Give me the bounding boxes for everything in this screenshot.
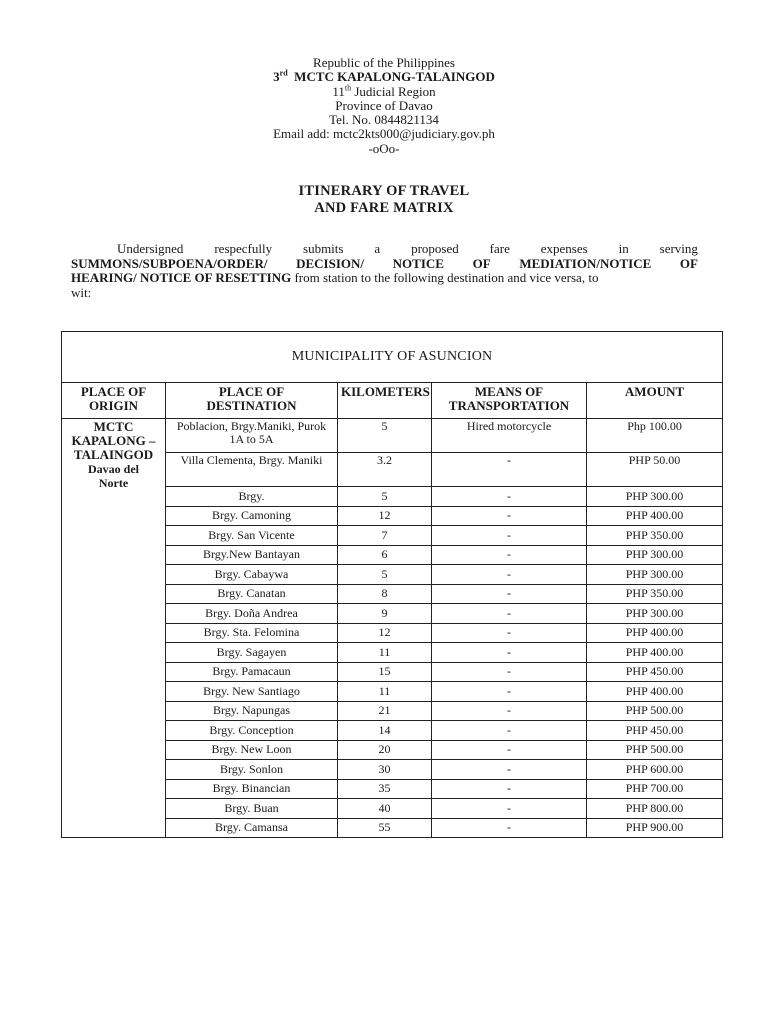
region-line — [0, 85, 768, 99]
intro-line-3-bold: HEARING/ NOTICE OF RESETTING — [71, 270, 292, 285]
means-cell: - — [432, 604, 587, 624]
origin-line: MCTC — [93, 419, 134, 434]
intro-line-4: wit: — [71, 284, 92, 300]
means-cell: - — [432, 623, 587, 643]
amount-cell: PHP 300.00 — [587, 487, 723, 507]
destination-cell: Brgy. Sonlon — [166, 760, 338, 780]
kilometers-cell: 8 — [338, 584, 432, 604]
amount-cell: PHP 350.00 — [587, 526, 723, 546]
destination-cell: Brgy. Conception — [166, 721, 338, 741]
court-ordinal: 3 — [273, 69, 280, 85]
amount-cell: PHP 300.00 — [587, 565, 723, 585]
email-line: Email add: mctc2kts000@judiciary.gov.ph — [273, 126, 495, 142]
kilometers-cell: 11 — [338, 682, 432, 702]
destination-cell: Brgy. Sta. Felomina — [166, 623, 338, 643]
court-name: MCTC KAPALONG-TALAINGOD — [294, 69, 495, 85]
intro-line-3-rest: from station to the following destination and vice versa, to — [291, 270, 599, 285]
region-number: 11 — [332, 83, 345, 99]
title-line-2: AND FARE MATRIX — [314, 200, 454, 216]
court-name-line — [0, 70, 768, 84]
means-cell: - — [432, 584, 587, 604]
document-title — [0, 183, 768, 217]
court-ordinal-suffix: rd — [279, 68, 288, 78]
intro-word: NOTICE — [392, 255, 444, 271]
kilometers-cell: 7 — [338, 526, 432, 546]
destination-cell: Brgy. Pamacaun — [166, 662, 338, 682]
intro-word: OF — [679, 255, 698, 271]
header-means: MEANS OF TRANSPORTATION — [432, 383, 587, 419]
intro-word: Undersigned — [117, 241, 184, 256]
kilometers-cell: 12 — [338, 623, 432, 643]
kilometers-cell: 5 — [338, 419, 432, 453]
means-cell: - — [432, 545, 587, 565]
intro-word: in — [618, 241, 629, 256]
letterhead — [0, 56, 768, 156]
destination-cell: Brgy. Cabaywa — [166, 565, 338, 585]
means-cell: - — [432, 565, 587, 585]
destination-cell: Poblacion, Brgy.Maniki, Purok 1A to 5A — [166, 419, 338, 453]
destination-cell: Brgy. Binancian — [166, 779, 338, 799]
amount-cell: PHP 600.00 — [587, 760, 723, 780]
amount-cell: PHP 900.00 — [587, 818, 723, 838]
kilometers-cell: 5 — [338, 565, 432, 585]
destination-cell: Brgy. Napungas — [166, 701, 338, 721]
intro-word: fare — [489, 241, 510, 256]
municipality-heading: MUNICIPALITY OF ASUNCION — [62, 332, 723, 383]
means-cell: - — [432, 453, 587, 487]
means-cell: - — [432, 643, 587, 663]
intro-word: a — [374, 241, 381, 256]
intro-word: OF — [472, 255, 491, 271]
destination-cell: Brgy. San Vicente — [166, 526, 338, 546]
destination-cell: Brgy. New Loon — [166, 740, 338, 760]
amount-cell: PHP 400.00 — [587, 623, 723, 643]
means-cell: - — [432, 682, 587, 702]
intro-word: SUMMONS/SUBPOENA/ORDER/ — [71, 255, 268, 271]
amount-cell: PHP 500.00 — [587, 701, 723, 721]
intro-line-3 — [71, 271, 698, 286]
kilometers-cell: 9 — [338, 604, 432, 624]
fare-matrix-table — [61, 331, 723, 838]
kilometers-cell: 3.2 — [338, 453, 432, 487]
means-cell: - — [432, 662, 587, 682]
republic-line: Republic of the Philippines — [313, 55, 455, 70]
amount-cell: PHP 800.00 — [587, 799, 723, 819]
intro-paragraph — [71, 242, 698, 300]
means-cell: - — [432, 799, 587, 819]
kilometers-cell: 15 — [338, 662, 432, 682]
origin-line: TALAINGOD — [73, 447, 154, 462]
destination-cell: Brgy. Buan — [166, 799, 338, 819]
amount-cell: PHP 400.00 — [587, 643, 723, 663]
kilometers-cell: 40 — [338, 799, 432, 819]
means-cell: - — [432, 721, 587, 741]
intro-word: DECISION/ — [296, 255, 365, 271]
amount-cell: PHP 450.00 — [587, 662, 723, 682]
destination-cell: Brgy. New Santiago — [166, 682, 338, 702]
means-cell: - — [432, 760, 587, 780]
fare-table-body — [62, 419, 723, 838]
origin-line: Norte — [98, 476, 129, 490]
amount-cell: PHP 450.00 — [587, 721, 723, 741]
kilometers-cell: 21 — [338, 701, 432, 721]
amount-cell: PHP 50.00 — [587, 453, 723, 487]
intro-word: submits — [303, 241, 344, 256]
kilometers-cell: 5 — [338, 487, 432, 507]
means-cell: - — [432, 779, 587, 799]
means-cell: - — [432, 506, 587, 526]
kilometers-cell: 30 — [338, 760, 432, 780]
intro-word: serving — [659, 241, 698, 256]
destination-cell: Brgy. Sagayen — [166, 643, 338, 663]
means-cell: - — [432, 487, 587, 507]
means-cell: - — [432, 701, 587, 721]
kilometers-cell: 11 — [338, 643, 432, 663]
intro-line-2 — [71, 257, 698, 272]
means-cell: - — [432, 526, 587, 546]
amount-cell: PHP 400.00 — [587, 682, 723, 702]
header-destination: PLACE OF DESTINATION — [166, 383, 338, 419]
kilometers-cell: 12 — [338, 506, 432, 526]
region-suffix: th — [344, 83, 352, 93]
amount-cell: PHP 350.00 — [587, 584, 723, 604]
header-amount: AMOUNT — [587, 383, 723, 419]
header-origin: PLACE OF ORIGIN — [62, 383, 166, 419]
destination-cell: Brgy. Canatan — [166, 584, 338, 604]
destination-cell: Villa Clementa, Brgy. Maniki — [166, 453, 338, 487]
region-text: Judicial Region — [354, 83, 436, 99]
destination-cell: Brgy. Camoning — [166, 506, 338, 526]
means-cell: Hired motorcycle — [432, 419, 587, 453]
intro-line-1 — [71, 242, 698, 257]
intro-word: expenses — [540, 241, 588, 256]
amount-cell: PHP 300.00 — [587, 604, 723, 624]
kilometers-cell: 35 — [338, 779, 432, 799]
kilometers-cell: 14 — [338, 721, 432, 741]
means-cell: - — [432, 818, 587, 838]
header-kilometers: KILOMETERS — [338, 383, 432, 419]
destination-cell: Brgy. Doña Andrea — [166, 604, 338, 624]
intro-word: respecfully — [214, 241, 273, 256]
origin-cell — [62, 419, 166, 838]
kilometers-cell: 55 — [338, 818, 432, 838]
origin-line: KAPALONG – — [71, 433, 156, 448]
telephone-line: Tel. No. 0844821134 — [329, 112, 439, 128]
destination-cell: Brgy.New Bantayan — [166, 545, 338, 565]
amount-cell: PHP 500.00 — [587, 740, 723, 760]
amount-cell: PHP 700.00 — [587, 779, 723, 799]
kilometers-cell: 20 — [338, 740, 432, 760]
amount-cell: PHP 300.00 — [587, 545, 723, 565]
means-cell: - — [432, 740, 587, 760]
destination-cell: Brgy. Camansa — [166, 818, 338, 838]
amount-cell: Php 100.00 — [587, 419, 723, 453]
amount-cell: PHP 400.00 — [587, 506, 723, 526]
origin-line: Davao del — [88, 462, 139, 476]
intro-word: MEDIATION/NOTICE — [519, 255, 652, 271]
intro-word: proposed — [411, 241, 459, 256]
ornament-line: -oOo- — [368, 140, 400, 156]
title-line-1: ITINERARY OF TRAVEL — [298, 183, 470, 199]
province-line: Province of Davao — [335, 97, 433, 113]
kilometers-cell: 6 — [338, 545, 432, 565]
destination-cell: Brgy. — [166, 487, 338, 507]
table-row — [62, 419, 723, 453]
